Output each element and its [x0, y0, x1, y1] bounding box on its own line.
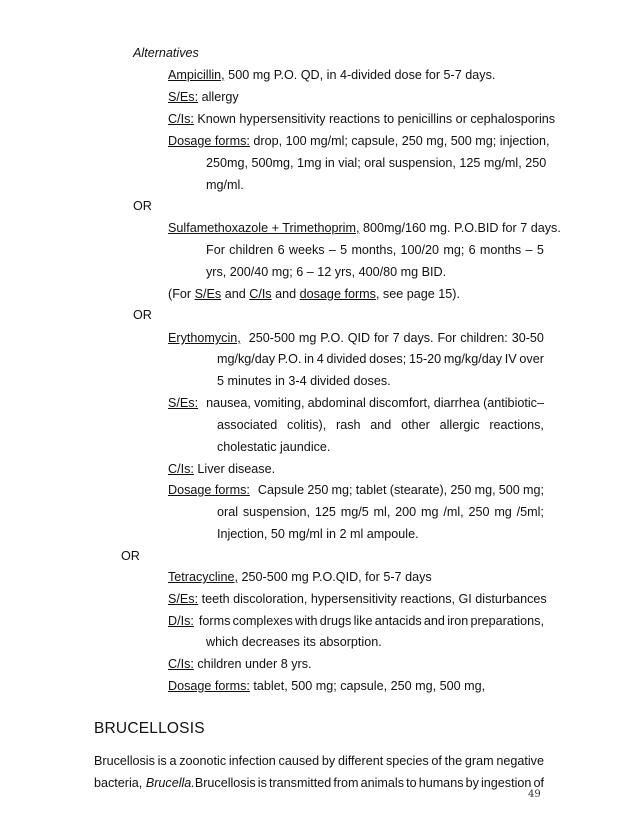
erythromycin-ses-line	[168, 395, 544, 411]
erythromycin-cis-line	[168, 461, 275, 477]
ampicillin-dose-line	[168, 67, 495, 83]
erythromycin-df-1: Capsule 250 mg; tablet (stearate), 250 mg, 500 mg;	[257, 483, 544, 497]
erythromycin-ses-2: associated colitis), rash and other allergic reactions,	[217, 418, 544, 432]
smx-dose-line	[168, 220, 561, 236]
tetracycline-dis-1: forms complexes with drugs like antacids and iron preparations,	[198, 614, 544, 628]
drug-name-ampicillin: Ampicillin,	[168, 68, 225, 82]
erythromycin-ses-3: cholestatic jaundice.	[217, 440, 331, 454]
ses-label: S/Es:	[168, 396, 199, 410]
ampicillin-dose: 500 mg P.O. QD, in 4-divided dose for 5-7 days.	[224, 68, 496, 82]
alternatives-label: Alternatives	[133, 46, 199, 60]
body-text: Brucellosis is transmitted from animals to humans by ingestion of	[194, 776, 544, 790]
body-text: bacteria,	[94, 776, 146, 790]
tetracycline-cis: children under 8 yrs.	[193, 657, 312, 671]
ref-text: , see page 15).	[375, 287, 460, 301]
or-separator: OR	[133, 199, 152, 213]
ses-label: S/Es:	[168, 90, 199, 104]
ref-text: (For	[168, 287, 195, 301]
ampicillin-df-3: mg/ml.	[206, 178, 244, 192]
genus-name: Brucella.	[145, 776, 195, 790]
ref-cis: C/Is	[249, 287, 272, 301]
ref-text: and	[271, 287, 300, 301]
dosage-forms-label: Dosage forms:	[168, 679, 250, 693]
smx-child-1: For children 6 weeks – 5 months, 100/20 mg; 6 months – 5	[206, 243, 544, 257]
erythromycin-dose-1: 250-500 mg P.O. QID for 7 days. For children: 30-50	[248, 331, 544, 345]
erythromycin-dose-2: mg/kg/day P.O. in 4 divided doses; 15-20 mg/kg/day IV over	[217, 352, 544, 366]
ampicillin-cis-line	[168, 111, 555, 127]
body-line-1: Brucellosis is a zoonotic infection caused by different species of the gram negative	[94, 754, 544, 768]
body-line-2	[94, 775, 544, 791]
tetracycline-ses-line	[168, 591, 547, 607]
dosage-forms-label: Dosage forms:	[168, 134, 250, 148]
smx-dose: 800mg/160 mg. P.O.BID for 7 days.	[359, 221, 561, 235]
dis-label: D/Is:	[168, 614, 194, 628]
ref-dosage-forms: dosage forms	[299, 287, 376, 301]
ref-ses: S/Es	[194, 287, 222, 301]
erythromycin-ses-1: nausea, vomiting, abdominal discomfort, diarrhea (antibiotic–	[206, 396, 544, 410]
ref-text: and	[221, 287, 250, 301]
erythromycin-dose-line	[168, 330, 544, 346]
tetracycline-ses: teeth discoloration, hypersensitivity reactions, GI disturbances	[198, 592, 547, 606]
ampicillin-ses-line	[168, 89, 239, 105]
ampicillin-df-2: 250mg, 500mg, 1mg in vial; oral suspension, 125 mg/ml, 250	[206, 156, 547, 170]
tetracycline-dis-line	[168, 613, 544, 629]
dosage-forms-label: Dosage forms:	[168, 483, 250, 497]
cis-label: C/Is:	[168, 112, 194, 126]
tetracycline-df: tablet, 500 mg; capsule, 250 mg, 500 mg,	[249, 679, 486, 693]
page-number: 49	[528, 789, 541, 800]
erythromycin-dose-3: 5 minutes in 3-4 divided doses.	[217, 374, 391, 388]
tetracycline-df-line	[168, 678, 485, 694]
or-separator: OR	[133, 308, 152, 322]
tetracycline-dose-line	[168, 569, 432, 585]
tetracycline-dis-2: which decreases its absorption.	[206, 635, 382, 649]
ses-label: S/Es:	[168, 592, 199, 606]
smx-child-2: yrs, 200/40 mg; 6 – 12 yrs, 400/80 mg BID.	[206, 265, 447, 279]
drug-name-smx: Sulfamethoxazole + Trimethoprim,	[168, 221, 360, 235]
drug-name-tetracycline: Tetracycline,	[168, 570, 238, 584]
cis-label: C/Is:	[168, 657, 194, 671]
cis-label: C/Is:	[168, 462, 194, 476]
drug-name-erythromycin: Erythomycin,	[168, 331, 241, 345]
erythromycin-cis: Liver disease.	[193, 462, 276, 476]
ampicillin-ses: allergy	[198, 90, 239, 104]
erythromycin-df-line	[168, 482, 544, 498]
ampicillin-cis: Known hypersensitivity reactions to penicillins or cephalosporins	[193, 112, 556, 126]
section-heading: BRUCELLOSIS	[94, 720, 205, 737]
tetracycline-dose: 250-500 mg P.O.QID, for 5-7 days	[238, 570, 432, 584]
smx-reference	[168, 286, 460, 302]
tetracycline-cis-line	[168, 656, 312, 672]
ampicillin-df-line	[168, 133, 550, 149]
erythromycin-df-2: oral suspension, 125 mg/5 ml, 200 mg /ml, 250 mg /5ml;	[217, 505, 544, 519]
erythromycin-df-3: Injection, 50 mg/ml in 2 ml ampoule.	[217, 527, 419, 541]
ampicillin-df-1: drop, 100 mg/ml; capsule, 250 mg, 500 mg; injection,	[249, 134, 550, 148]
or-separator: OR	[121, 549, 140, 563]
